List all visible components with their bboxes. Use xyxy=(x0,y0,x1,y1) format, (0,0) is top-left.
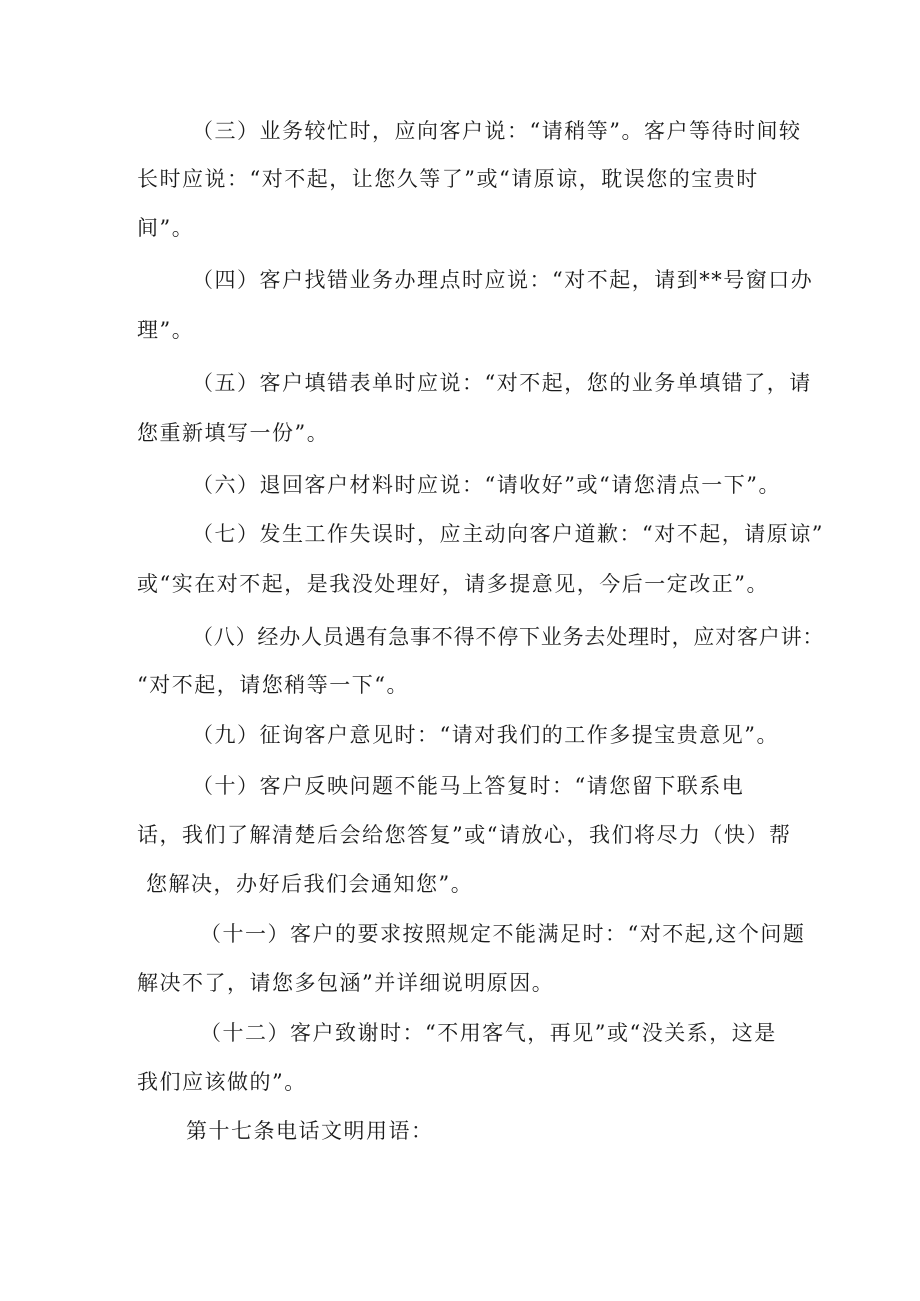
paragraph-line: （九）征询客户意见时：“请对我们的工作多提宝贵意见”。 xyxy=(192,723,779,747)
paragraph-line: 或“实在对不起，是我没处理好，请多提意见，今后一定改正”。 xyxy=(137,572,769,596)
paragraph-line: 我们应该做的”。 xyxy=(137,1070,307,1094)
paragraph-line: （五）客户填错表单时应说：“对不起，您的业务单填错了，请 xyxy=(192,371,812,395)
paragraph-line: （八）经办人员遇有急事不得不停下业务去处理时，应对客户讲： xyxy=(192,625,825,649)
paragraph-line: 解决不了，请您多包涵”并详细说明原因。 xyxy=(137,971,555,995)
paragraph-line: （十）客户反映问题不能马上答复时：“请您留下联系电 xyxy=(192,774,745,798)
paragraph-line: （六）退回客户材料时应说：“请收好”或“请您清点一下”。 xyxy=(192,473,781,497)
paragraph-line: 间”。 xyxy=(137,216,195,240)
paragraph-line: （三）业务较忙时，应向客户说：“请稍等”。客户等待时间较 xyxy=(192,119,802,143)
paragraph-line: 长时应说：“对不起，让您久等了”或“请原谅，耽误您的宝贵时 xyxy=(137,167,759,191)
paragraph-line: （四）客户找错业务办理点时应说：“对不起，请到**号窗口办 xyxy=(192,268,814,292)
paragraph-line: 理”。 xyxy=(137,318,195,342)
paragraph-line: （十一）客户的要求按照规定不能满足时：“对不起,这个问题 xyxy=(200,922,806,946)
paragraph-line: 您解决，办好后我们会通知您”。 xyxy=(146,872,474,896)
article-heading: 第十七条电话文明用语： xyxy=(186,1119,434,1143)
paragraph-line: “对不起，请您稍等一下“。 xyxy=(137,673,409,697)
paragraph-line: （七）发生工作失误时，应主动向客户道歉：“对不起，请原谅” xyxy=(192,522,824,546)
paragraph-line: 您重新填写一份”。 xyxy=(137,421,330,445)
paragraph-line: 话，我们了解清楚后会给您答复”或“请放心，我们将尽力（快）帮 xyxy=(137,823,792,847)
paragraph-line: （十二）客户致谢时：“不用客气，再见”或“没关系，这是 xyxy=(200,1021,777,1045)
